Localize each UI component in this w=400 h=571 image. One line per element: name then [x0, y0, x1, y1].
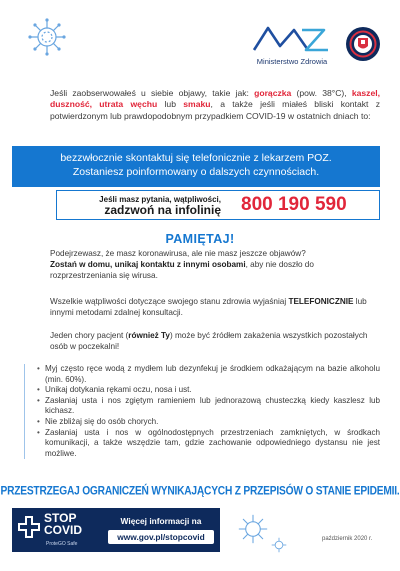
hotline-text: [71, 195, 221, 217]
more-info-link[interactable]: www.gov.pl/stopcovid: [108, 530, 214, 544]
epidemic-restrictions-heading: PRZESTRZEGAJ OGRANICZEŃ WYNIKAJĄCYCH Z PRZEPISÓW O STANIE EPIDEMII.: [0, 485, 400, 498]
hotline-box: [56, 190, 380, 220]
paragraph-text: Podejrzewasz, że masz koronawirusa, ale nie masz jeszcze objawów?: [50, 249, 306, 258]
list-item: • Unikaj dotykania rękami oczu, nosa i ust.: [37, 385, 380, 396]
stop-covid-line: STOP: [44, 511, 77, 525]
intro-text: lub: [157, 99, 184, 110]
more-info-title: Więcej informacji na: [120, 516, 202, 526]
ministry-name: Ministerstwo Zdrowia: [256, 57, 328, 66]
paragraph-bold: również Ty: [128, 331, 170, 340]
paragraph-bold: Zostań w domu, unikaj kontaktu z innymi osobami: [50, 260, 246, 269]
paragraph-text: lub innymi metodami zdalnej konsultacji.: [50, 297, 367, 317]
more-info-panel: [102, 508, 220, 552]
protego-label: ProteGO Safe: [46, 541, 78, 547]
banner-line: bezzwłocznie skontaktuj się telefonicznie z lekarzem POZ.: [60, 152, 332, 164]
paragraph-text: Wszelkie wątpliwości dotyczące swojego stanu zdrowia wyjaśniaj: [50, 297, 289, 306]
list-item: • Zasłaniaj usta i nos w ogólnodostępnych przestrzeniach zamkniętych, w środkach komunikacji, a także wszędzie tam, gdzie zachowanie odpowiedniego dystansu nie jest możliwe.: [37, 428, 380, 460]
list-item: • Nie zbliżaj się do osób chorych.: [37, 417, 380, 428]
contact-doctor-banner: [12, 146, 380, 187]
symptom-cough: kaszel, duszność, utrata węchu: [50, 88, 381, 110]
paragraph-text: , aby nie doszło do rozprzestrzeniania się wirusa.: [50, 260, 314, 280]
waiting-room-paragraph: [50, 330, 380, 352]
intro-text: , a także jeśli miałeś bliski kontakt z potwierdzonym lub prawdopodobnym przypadkiem COVID-19 w ostatnich dniach to:: [50, 99, 380, 121]
hotline-question: Jeśli masz pytania, wątpliwości,: [99, 195, 221, 204]
paragraph-text: ) może być źródłem zakażenia wszystkich pozostałych osób w poczekalni!: [50, 331, 368, 351]
banner-line: Zostaniesz poinformowany o dalszych czynnościach.: [72, 166, 320, 178]
virus-icon: [26, 16, 68, 58]
stop-covid-title: [44, 513, 82, 536]
telephone-paragraph: [50, 296, 380, 318]
symptom-fever: gorączka: [254, 88, 292, 98]
virus-icon: [236, 512, 270, 546]
stop-covid-line: COVID: [44, 522, 83, 537]
paragraph-bold: TELEFONICZNIE: [288, 297, 354, 306]
medical-cross-icon: [18, 516, 40, 538]
paragraph-text: Jeden chory pacjent (: [50, 331, 129, 340]
remember-heading: PAMIĘTAJ!: [165, 232, 235, 246]
list-item: • Zasłaniaj usta i nos zgiętym ramieniem lub jednorazową chusteczką kiedy kaszlesz lub kichasz.: [37, 396, 380, 417]
hotline-number: 800 190 590: [241, 194, 347, 215]
symptom-taste: smaku: [183, 99, 211, 110]
list-item: • Myj często ręce wodą z mydłem lub dezynfekuj je środkiem odkażającym na bazie alkoholu (min. 60%).: [37, 364, 380, 385]
sanitary-inspection-badge-icon: [345, 26, 381, 62]
publication-date: październik 2020 r.: [322, 536, 373, 542]
stop-covid-logo: [12, 508, 102, 552]
intro-text: (pow. 38°C),: [291, 88, 352, 98]
intro-paragraph: [50, 88, 380, 122]
stay-home-paragraph: [50, 248, 380, 281]
hygiene-list: [24, 364, 380, 459]
virus-icon: [270, 536, 288, 554]
intro-text: Jeśli zaobserwowałeś u siebie objawy, takie jak:: [50, 88, 255, 98]
hotline-call: zadzwoń na infolinię: [104, 203, 221, 217]
